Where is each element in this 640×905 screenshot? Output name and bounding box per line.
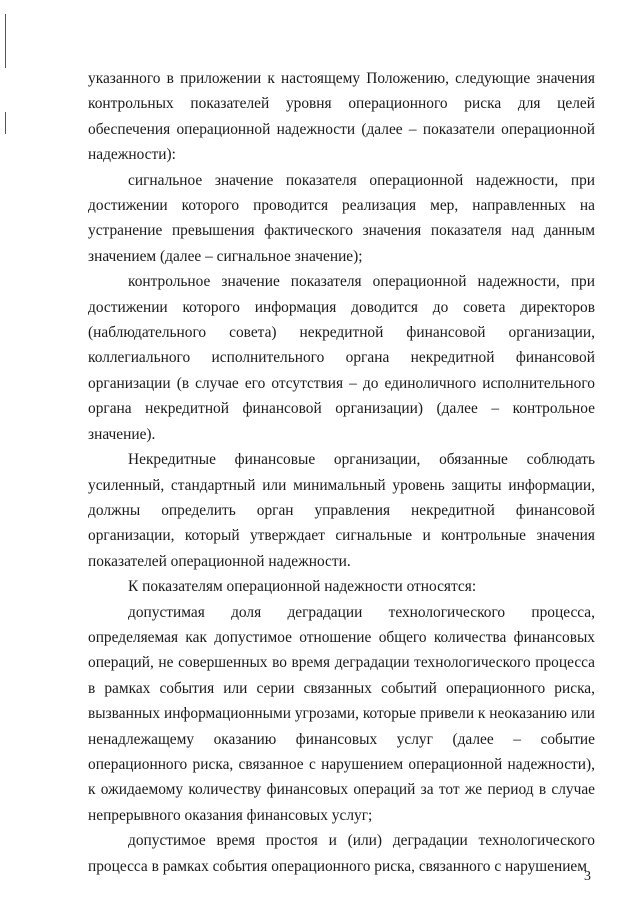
body-text (88, 66, 595, 879)
paragraph-2: сигнальное значение показателя операционной надежности, при достижении которого проводится реализация мер, направленных на устранение превышения фактического значения показателя над данным значением (далее – сигнальное значение); (88, 171, 595, 265)
page-number: 3 (584, 869, 591, 884)
paragraph-5: К показателям операционной надежности относятся: (128, 578, 477, 596)
paragraph-3: контрольное значение показателя операционной надежности, при достижении которого информация доводится до совета директоров (наблюдательного совета) некредитной финансовой организации, коллегиального исполнительного органа некредитной финансовой организации (в случае его отсутствия – до единоличного исполнительного органа некредитной финансовой организации) (далее – контрольное значение). (88, 273, 595, 443)
scan-edge-mark (5, 112, 6, 134)
scan-edge-mark (5, 14, 6, 68)
paragraph-7: допустимое время простоя и (или) деградации технологического процесса в рамках события операционного риска, связанного с нарушением (88, 832, 595, 875)
paragraph-1: указанного в приложении к настоящему Положению, следующие значения контрольных показателей уровня операционного риска для целей обеспечения операционной надежности (далее – показатели операционной надежности): (88, 70, 595, 164)
paragraph-4: Некредитные финансовые организации, обязанные соблюдать усиленный, стандартный или минимальный уровень защиты информации, должны определить орган управления некредитной финансовой организации, который утверждает сигнальные и контрольные значения показателей операционной надежности. (88, 451, 595, 570)
paragraph-6: допустимая доля деградации технологического процесса, определяемая как допустимое отношение общего количества финансовых операций, не совершенных во время деградации технологического процесса в рамках события или серии связанных событий операционного риска, вызванных информационными угрозами, которые привели к неоказанию или ненадлежащему оказанию финансовых услуг (далее – событие операционного риска, связанное с нарушением операционной надежности), к ожидаемому количеству финансовых операций за тот же период в случае непрерывного оказания финансовых услуг; (88, 603, 595, 824)
